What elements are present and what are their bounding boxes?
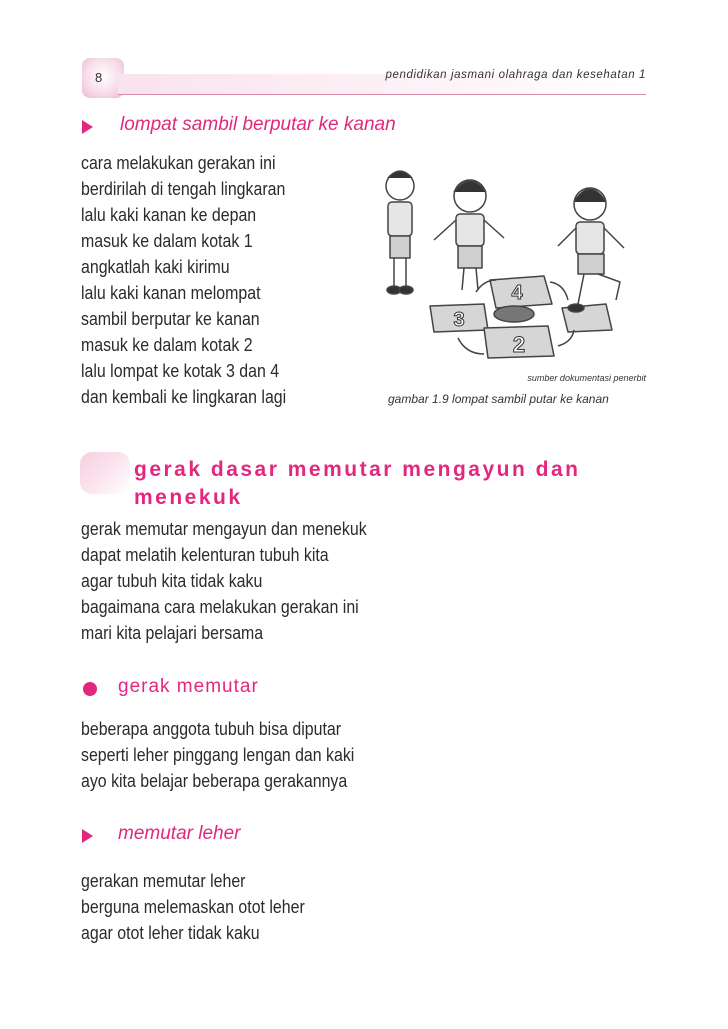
text-line: berguna melemaskan otot leher (81, 896, 305, 917)
gerak-memutar-heading: gerak memutar (118, 676, 259, 697)
lompat-instructions (81, 150, 286, 410)
text-line: sambil berputar ke kanan (81, 308, 260, 329)
box-label: 3 (453, 309, 465, 331)
text-line: cara melakukan gerakan ini (81, 152, 276, 173)
arrow-icon (458, 338, 484, 354)
center-circle (494, 306, 534, 322)
memutar-leher-heading: memutar leher (118, 823, 241, 844)
text-line: mari kita pelajari bersama (81, 622, 264, 643)
page-number: 8 (95, 70, 103, 85)
text-line: gerak memutar mengayun dan menekuk (81, 518, 367, 539)
child-body (576, 222, 604, 254)
book-title: pendidikan jasmani olahraga dan kesehatan 1 (385, 69, 646, 81)
text-line: agar tubuh kita tidak kaku (81, 570, 263, 591)
text-line: masuk ke dalam kotak 2 (81, 334, 253, 355)
dot-bullet-icon (83, 682, 97, 696)
child-body (456, 214, 484, 246)
text-line: gerakan memutar leher (81, 870, 246, 891)
section-title: gerak dasar memutar mengayun dan menekuk (134, 458, 581, 509)
text-line: masuk ke dalam kotak 1 (81, 230, 253, 251)
lompat-heading: lompat sambil berputar ke kanan (120, 114, 396, 135)
figure-source: sumber dokumentasi penerbit (527, 373, 646, 383)
triangle-bullet-icon (82, 120, 93, 134)
text-line: berdirilah di tengah lingkaran (81, 178, 286, 199)
gerak-memutar-text (81, 716, 354, 794)
text-line: dapat melatih kelenturan tubuh kita (81, 544, 329, 565)
memutar-leher-text (81, 868, 305, 946)
text-line: dan kembali ke lingkaran lagi (81, 386, 287, 407)
triangle-bullet-icon (82, 829, 93, 843)
box-label: 2 (512, 332, 526, 357)
text-line: ayo kita belajar beberapa gerakannya (81, 770, 348, 791)
text-line: lalu kaki kanan melompat (81, 282, 261, 303)
text-line: agar otot leher tidak kaku (81, 922, 260, 943)
text-line: seperti leher pinggang lengan dan kaki (81, 744, 355, 765)
box-label: 4 (511, 282, 523, 304)
text-line: angkatlah kaki kirimu (81, 256, 230, 277)
text-line: beberapa anggota tubuh bisa diputar (81, 718, 342, 739)
arrow-icon (550, 282, 568, 300)
text-line: bagaimana cara melakukan gerakan ini (81, 596, 359, 617)
child-body (388, 202, 412, 236)
figure-caption: gambar 1.9 lompat sambil putar ke kanan (388, 392, 609, 406)
gerak-dasar-text (81, 516, 367, 646)
text-line: lalu lompat ke kotak 3 dan 4 (81, 360, 280, 381)
text-line: lalu kaki kanan ke depan (81, 204, 257, 225)
section-marker (80, 452, 130, 494)
hopscotch-illustration (372, 158, 648, 376)
